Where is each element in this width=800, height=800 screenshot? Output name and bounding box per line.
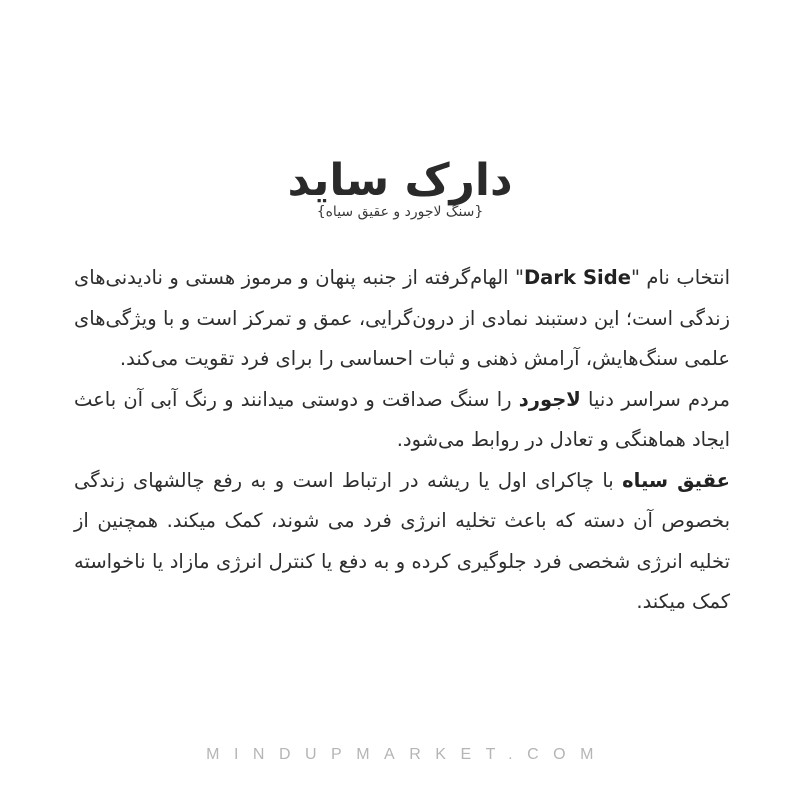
- paragraph-intro-rest: " الهام‌گرفته از جنبه پنهان و مرموز هستی و نادیدنی‌های زندگی است؛ این دستبند نمادی از درون‌گرایی، عمق و تمرکز است و با ویژگی‌های علمی سنگ‌هایش، آرامش ذهنی و ثبات احساسی را برای فرد تقویت می‌کند.: [74, 266, 730, 370]
- lapis-highlight: لاجورد: [518, 387, 581, 411]
- paragraph-lapis: [74, 380, 730, 461]
- paragraph-lapis-rest: را سنگ صداقت و دوستی میدانند و رنگ آبی آن باعث ایجاد هماهنگی و تعادل در روابط می‌شود.: [74, 387, 730, 451]
- subtitle: {سنگ لاجورد و عقیق سیاه}: [316, 204, 484, 220]
- website-footer: MINDUPMARKET.COM: [206, 746, 608, 763]
- paragraph-agate-rest: با چاکرای اول یا ریشه در ارتباط است و به رفع چالشهای زندگی بخصوص آن دسته که باعث تخلیه انرژی فرد می شوند، کمک میکند. همچنین از تخلیه انرژی شخصی فرد جلوگیری کرده و به دفع یا کنترل انرژی مازاد یا ناخواسته کمک میکند.: [74, 468, 730, 613]
- description-body: [74, 258, 730, 623]
- brand-name-highlight: Dark Side: [523, 266, 631, 289]
- paragraph-lapis-start: مردم سراسر دنیا: [580, 387, 731, 411]
- page-title: دارک ساید: [287, 155, 513, 207]
- black-agate-highlight: عقیق سیاه: [622, 468, 730, 492]
- paragraph-intro-start: انتخاب نام ": [630, 266, 730, 289]
- paragraph-intro: [74, 258, 730, 380]
- paragraph-black-agate: [74, 461, 730, 623]
